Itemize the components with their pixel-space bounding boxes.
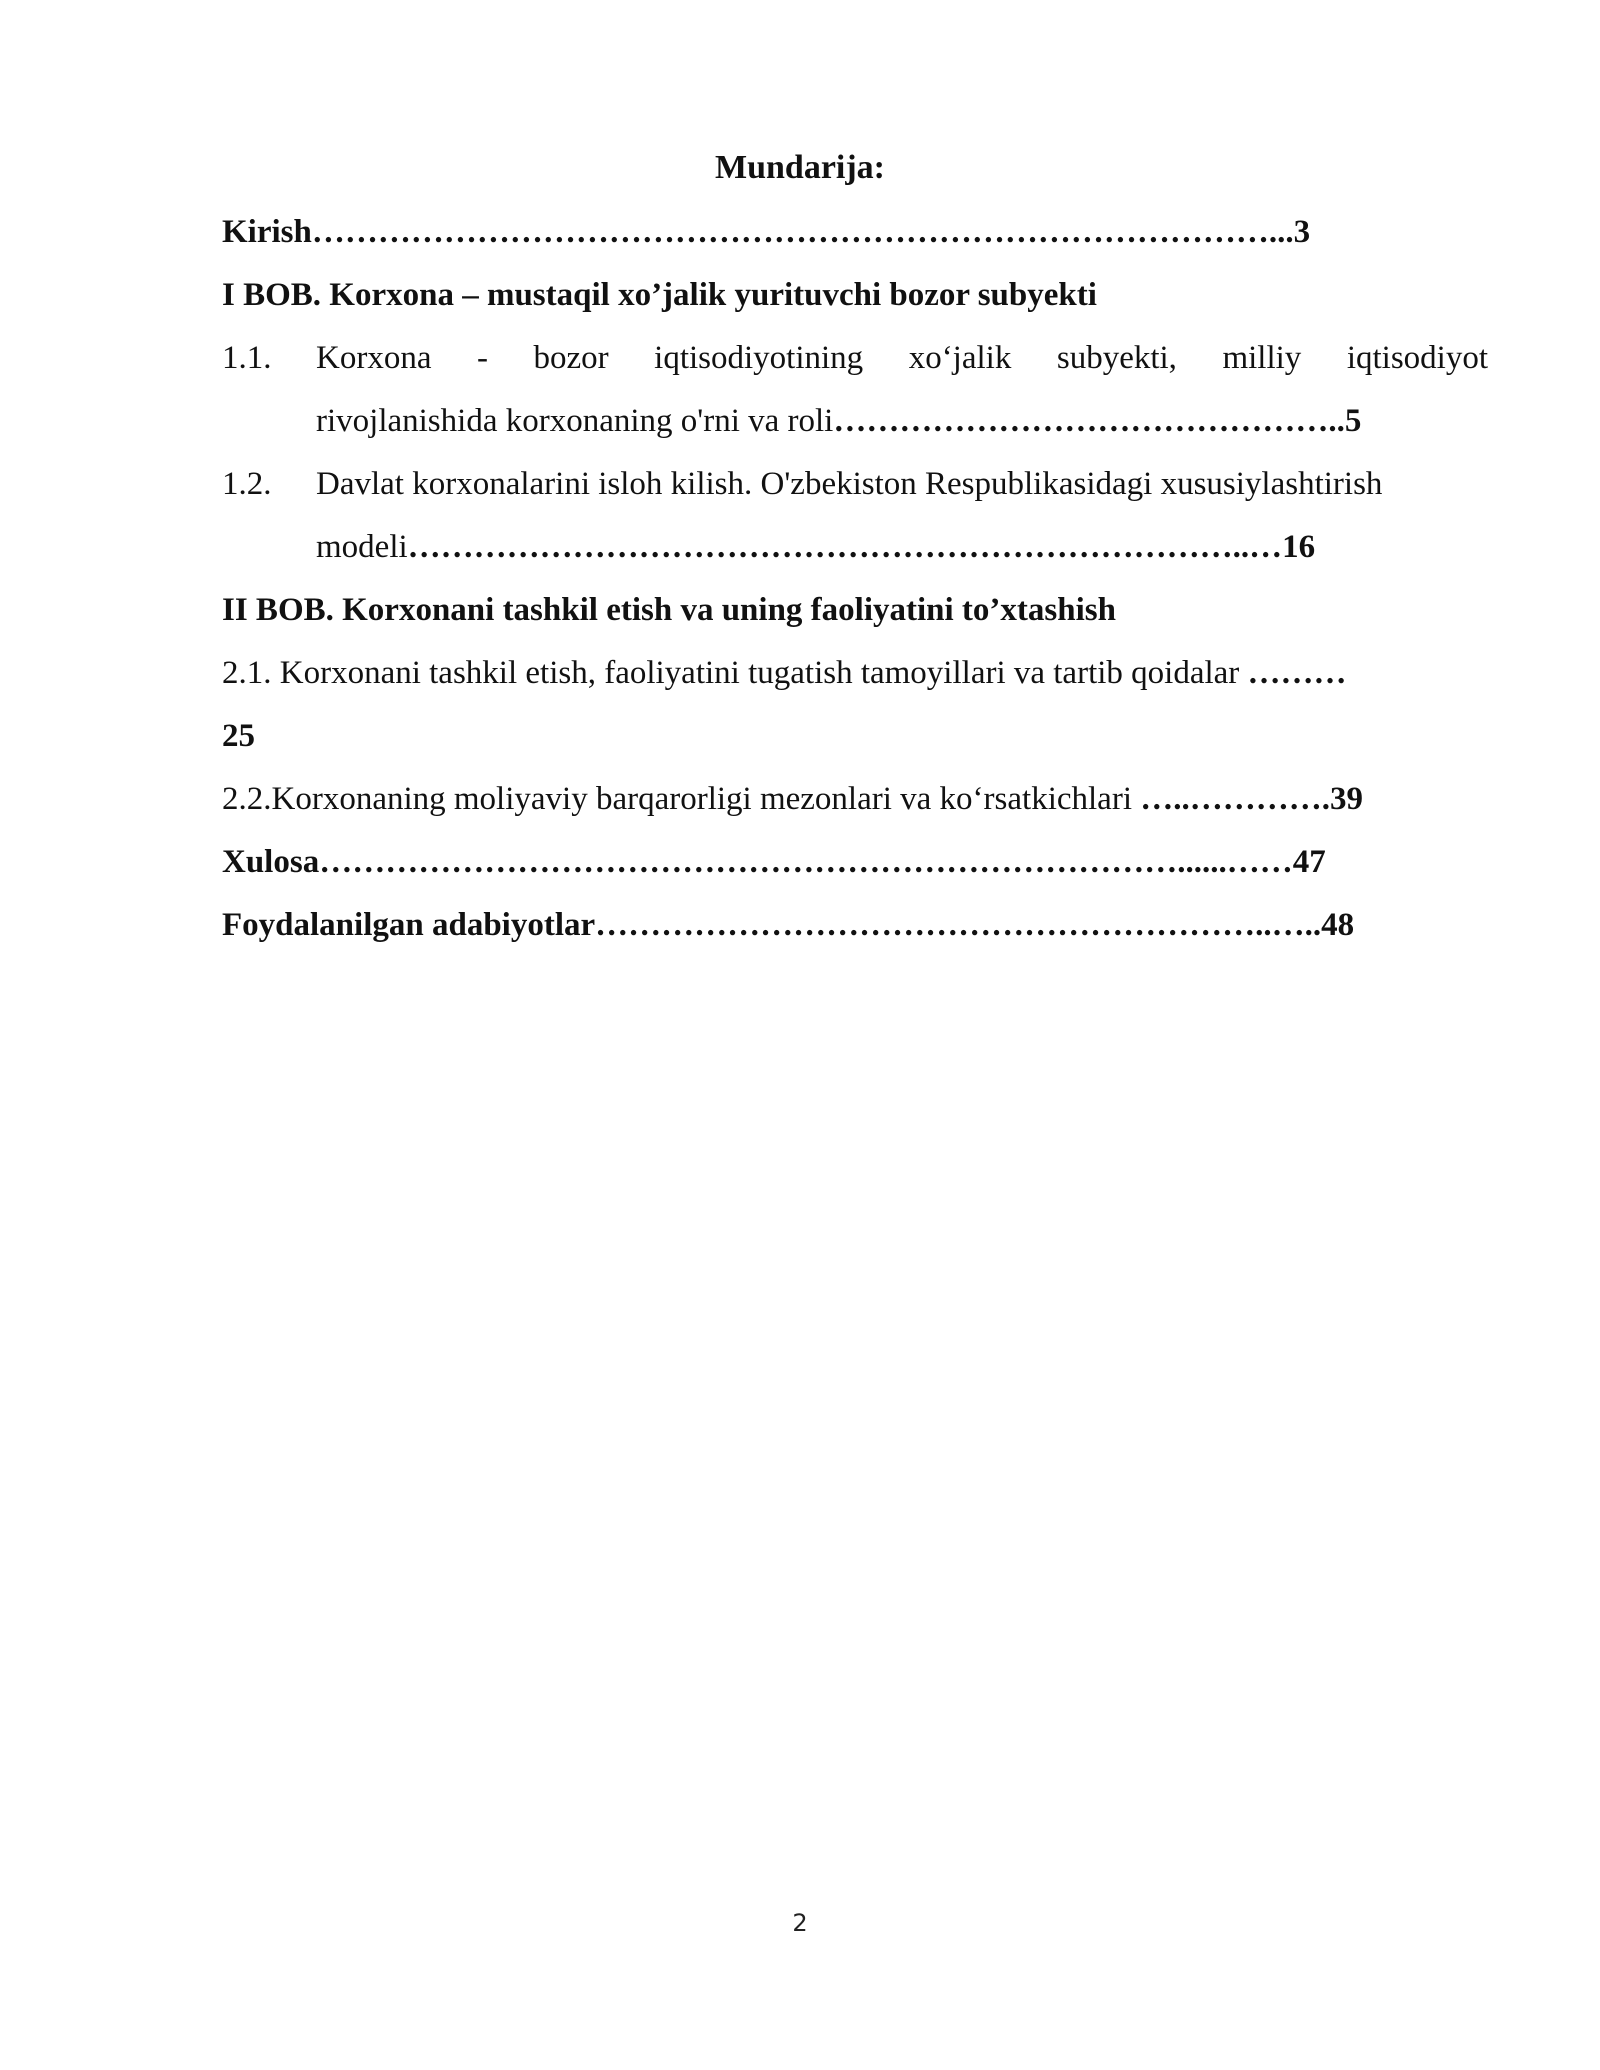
entry-label: Foydalanilgan adabiyotlar (222, 907, 596, 943)
dot-leader: …………………………………………………………………..… (407, 529, 1283, 565)
dot-leader: ……………………………………………………………………………... (311, 214, 1294, 250)
toc-entry-xulosa (222, 842, 1326, 882)
toc-entry-1-1-line1: Korxona - bozor iqtisodiyotining xo‘jalik subyekti, milliy iqtisodiyot (316, 340, 1488, 376)
dot-leader: ……………………………………………………..….. (595, 907, 1322, 943)
toc-chapter-1: I BOB. Korxona – mustaqil xo’jalik yurituvchi bozor subyekti (222, 277, 1097, 313)
page-ref: 16 (1282, 529, 1316, 565)
entry-label: 2.1. Korxonani tashkil etish, faoliyatini tugatish tamoyillari va tartib qoidalar (222, 655, 1240, 691)
toc-entry-kirish (222, 212, 1310, 252)
page-number: 2 (792, 1909, 808, 1937)
entry-label: modeli (316, 529, 408, 565)
toc-entry-2-2 (222, 779, 1363, 819)
page-ref: 25 (222, 718, 255, 754)
entry-label: Xulosa (222, 844, 320, 880)
toc-entry-1-2-line1: Davlat korxonalarini isloh kilish. O'zbekiston Respublikasidagi xususiylashtirish (316, 466, 1383, 502)
toc-entry-adabiyotlar (222, 905, 1354, 945)
entry-label: 2.2.Korxonaning moliyaviy barqarorligi mezonlari va ko‘rsatkichlari (222, 781, 1132, 817)
toc-entry-1-1-line2 (316, 401, 1361, 441)
page-ref: 47 (1292, 844, 1326, 880)
dot-leader: …..…………. (1140, 781, 1330, 817)
section-number: 1.2. (222, 466, 272, 502)
page-ref: 39 (1329, 781, 1363, 817)
dot-leader: ……………………………………………………………………......…… (319, 844, 1293, 880)
dot-leader: ……………………………………….. (833, 403, 1345, 439)
toc-title: Mundarija: (715, 149, 885, 186)
toc-entry-1-2-line2 (316, 527, 1315, 567)
dot-leader: ……… (1247, 655, 1347, 691)
toc-chapter-2: II BOB. Korxonani tashkil etish va uning faoliyatini to’xtashish (222, 592, 1116, 628)
entry-label: Kirish (222, 214, 312, 250)
section-number: 1.1. (222, 340, 272, 376)
page-ref: 3 (1293, 214, 1311, 250)
page-ref: 48 (1321, 907, 1355, 943)
entry-label: rivojlanishida korxonaning o'rni va roli (316, 403, 834, 439)
toc-entry-2-1 (222, 653, 1347, 693)
page-ref: 5 (1344, 403, 1362, 439)
